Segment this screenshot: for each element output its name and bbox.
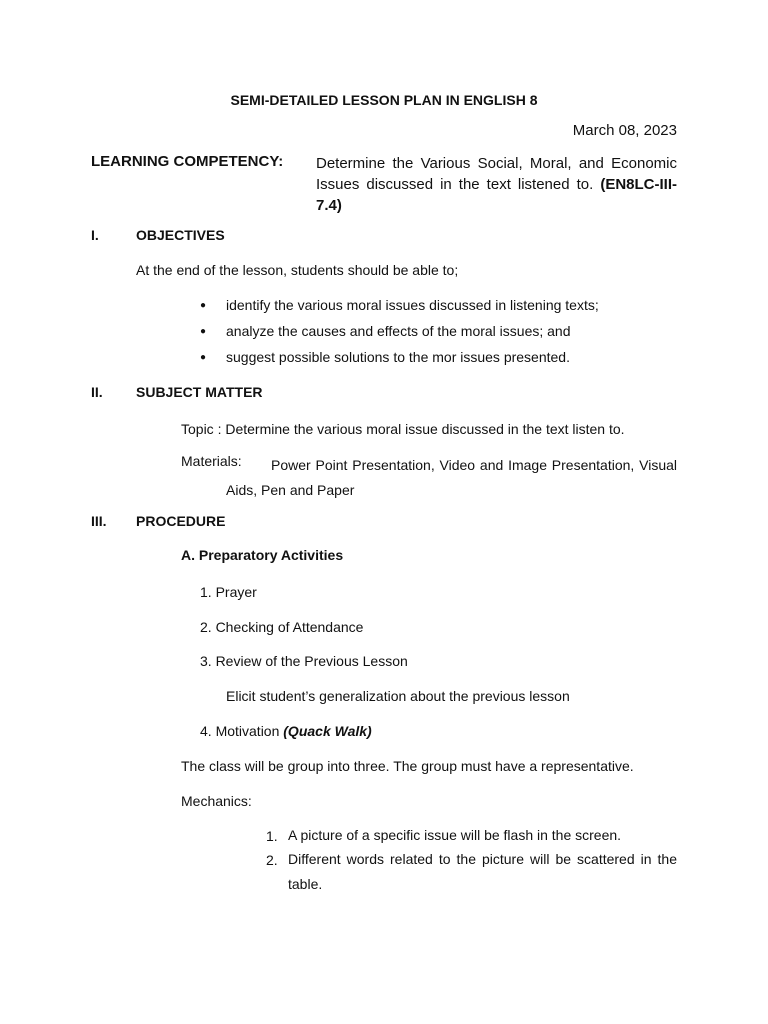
procedure-step: 2. Checking of Attendance xyxy=(200,619,364,635)
mechanics-item: Different words related to the picture will be scattered in the table. xyxy=(288,851,677,892)
objective-item: analyze the causes and effects of the moral issues; and xyxy=(226,323,571,339)
section-heading-objectives: OBJECTIVES xyxy=(136,227,225,243)
competency-code: (EN8LC-III-7.4) xyxy=(316,176,677,214)
procedure-step: 1. Prayer xyxy=(200,584,257,600)
mechanics-number: 2. xyxy=(266,852,278,868)
preparatory-activities-heading: A. Preparatory Activities xyxy=(181,547,344,563)
mechanics-item: A picture of a specific issue will be flash in the screen. xyxy=(288,827,622,843)
learning-competency-text xyxy=(316,153,677,216)
lesson-date: March 08, 2023 xyxy=(572,122,677,139)
bullet-icon: ● xyxy=(200,326,207,337)
section-numeral-objectives: I. xyxy=(91,227,99,243)
mechanics-number: 1. xyxy=(266,828,278,844)
objectives-intro: At the end of the lesson, students should be able to; xyxy=(136,262,459,278)
mechanics-label: Mechanics: xyxy=(181,793,252,809)
bullet-icon: ● xyxy=(200,300,207,311)
objective-item: suggest possible solutions to the mor issues presented. xyxy=(226,349,570,365)
motivation-line xyxy=(200,721,372,741)
learning-competency-label: LEARNING COMPETENCY: xyxy=(91,153,284,170)
objective-item: identify the various moral issues discussed in listening texts; xyxy=(226,297,599,313)
review-note: Elicit student’s generalization about the previous lesson xyxy=(226,688,570,704)
section-numeral-procedure: III. xyxy=(91,513,107,529)
materials-value: Power Point Presentation, Video and Image Presentation, Visual Aids, Pen and Paper xyxy=(226,457,677,498)
bullet-icon: ● xyxy=(200,352,207,363)
motivation-title: (Quack Walk) xyxy=(283,723,372,739)
section-heading-subject-matter: SUBJECT MATTER xyxy=(136,384,263,400)
class-grouping-note: The class will be group into three. The group must have a representative. xyxy=(181,758,634,774)
section-heading-procedure: PROCEDURE xyxy=(136,513,226,529)
procedure-step: 3. Review of the Previous Lesson xyxy=(200,653,408,669)
learning-competency-description: Determine the Various Social, Moral, and Economic Issues discussed in the text listened to. xyxy=(316,155,677,193)
topic-line: Topic : Determine the various moral issue discussed in the text listen to. xyxy=(181,421,625,437)
motivation-label: 4. Motivation xyxy=(200,723,280,739)
section-numeral-subject-matter: II. xyxy=(91,384,103,400)
page-title: SEMI-DETAILED LESSON PLAN IN ENGLISH 8 xyxy=(230,92,538,108)
materials-label: Materials: xyxy=(181,453,242,469)
